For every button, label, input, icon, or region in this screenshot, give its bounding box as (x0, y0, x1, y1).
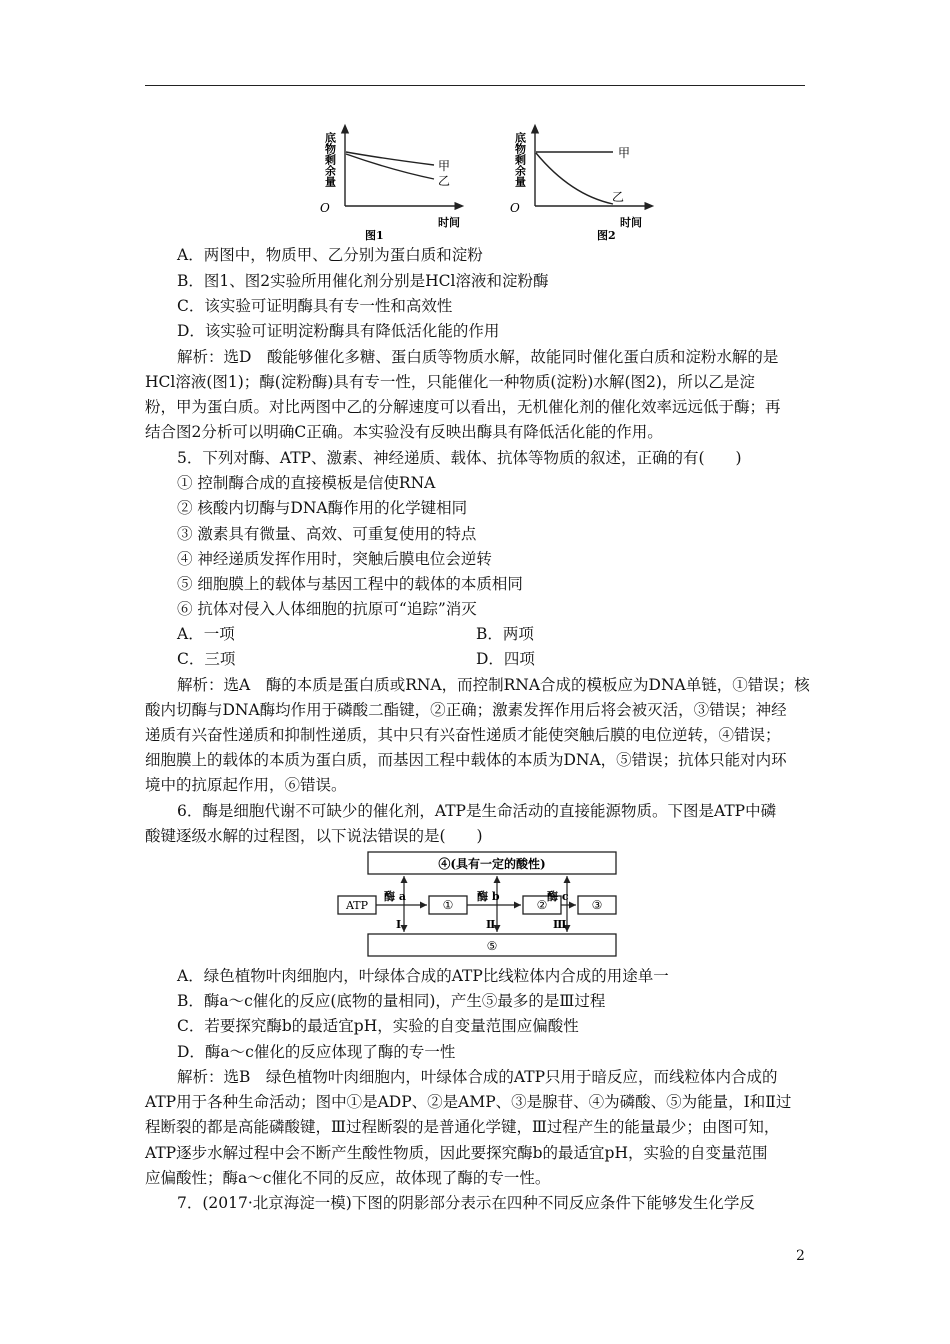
q5-option-a: A．一项 (177, 625, 235, 643)
q5-option-b: B．两项 (476, 625, 534, 643)
diagram-step-3: Ⅲ (553, 918, 567, 931)
diagram-enzyme-b: 酶 b (477, 890, 500, 903)
q6-option-a: A．绿色植物叶肉细胞内，叶绿体合成的ATP比线粒体内合成的用途单一 (177, 967, 669, 985)
fig1-origin: O (320, 201, 330, 215)
q5-analysis-line: 境中的抗原起作用，⑥错误。 (145, 776, 347, 794)
fig1-label-jia: 甲 (438, 159, 451, 173)
q4-analysis-line: HCl溶液(图1)；酶(淀粉酶)具有专一性，只能催化一种物质(淀粉)水解(图2)，所以乙是淀 (145, 373, 755, 391)
q6-option-b: B．酶a～c催化的反应(底物的量相同)，产生⑤最多的是Ⅲ过程 (177, 992, 606, 1010)
q6-stem: 酸键逐级水解的过程图，以下说法错误的是( ) (145, 827, 483, 845)
q6-option-d: D．酶a～c催化的反应体现了酶的专一性 (177, 1043, 456, 1061)
figure-1 (310, 122, 480, 242)
fig2-xlabel: 时间 (620, 216, 642, 229)
diagram-node-2: ② (536, 898, 548, 912)
q4-option-a: A．两图中，物质甲、乙分别为蛋白质和淀粉 (177, 246, 483, 264)
fig1-label-yi: 乙 (438, 174, 451, 188)
diagram-step-2: Ⅱ (486, 918, 496, 931)
q5-analysis-line: 细胞膜上的载体的本质为蛋白质，而基因工程中载体的本质为DNA，⑤错误；抗体只能对内环 (145, 751, 787, 769)
diagram-enzyme-a: 酶 a (384, 890, 406, 903)
q6-analysis-line: ATP用于各种生命活动；图中①是ADP、②是AMP、③是腺苷、④为磷酸、⑤为能量，Ⅰ和Ⅱ过 (145, 1093, 792, 1111)
diagram-enzyme-c: 酶 c (547, 890, 569, 903)
q5-item: ② 核酸内切酶与DNA酶作用的化学键相同 (177, 499, 468, 517)
diagram-node-3: ③ (591, 898, 603, 912)
q6-option-c: C．若要探究酶b的最适宜pH，实验的自变量范围应偏酸性 (177, 1017, 579, 1035)
q5-item: ⑥ 抗体对侵入人体细胞的抗原可“追踪”消灭 (177, 600, 477, 618)
q5-analysis-line: 递质有兴奋性递质和抑制性递质，其中只有兴奋性递质才能使突触后膜的电位逆转，④错误； (145, 726, 781, 744)
fig2-label-yi: 乙 (612, 190, 625, 204)
fig2-ylabel: 底物剩余量 (513, 132, 527, 187)
q5-item: ③ 激素具有微量、高效、可重复使用的特点 (177, 525, 477, 543)
diagram-bottom-box: ⑤ (486, 939, 498, 953)
q4-analysis-line: 解析：选D 酸能够催化多糖、蛋白质等物质水解，故能同时催化蛋白质和淀粉水解的是 (177, 348, 779, 366)
q5-option-d: D．四项 (476, 650, 535, 668)
fig1-curve-yi (346, 154, 434, 179)
fig2-curve-yi (536, 153, 613, 204)
q5-analysis-line: 酸内切酶与DNA酶均作用于磷酸二酯键，②正确；激素发挥作用后将会被灭活，③错误；神经 (145, 701, 787, 719)
q4-analysis-line: 结合图2分析可以明确C正确。本实验没有反映出酶具有降低活化能的作用。 (145, 423, 663, 441)
q5-item: ④ 神经递质发挥作用时，突触后膜电位会逆转 (177, 550, 492, 568)
q6-analysis-line: 应偏酸性；酶a～c催化不同的反应，故体现了酶的专一性。 (145, 1169, 551, 1187)
fig2-origin: O (510, 201, 520, 215)
diagram-atp: ATP (345, 899, 369, 912)
q6-analysis-line: ATP逐步水解过程中会不断产生酸性物质，因此要探究酶b的最适宜pH，实验的自变量范围 (145, 1144, 768, 1162)
fig1-xlabel: 时间 (438, 216, 460, 229)
q5-analysis-line: 解析：选A 酶的本质是蛋白质或RNA，而控制RNA合成的模板应为DNA单链，①错误；核 (177, 676, 810, 694)
fig1-ylabel: 底物剩余量 (323, 132, 337, 187)
q6-analysis-line: 解析：选B 绿色植物叶肉细胞内，叶绿体合成的ATP只用于暗反应，而线粒体内合成的 (177, 1068, 778, 1086)
q7-stem: 7．(2017·北京海淀一模)下图的阴影部分表示在四种不同反应条件下能够发生化学反 (177, 1194, 755, 1212)
q5-stem: 5．下列对酶、ATP、激素、神经递质、载体、抗体等物质的叙述，正确的有( ) (177, 449, 742, 467)
page-number: 2 (796, 1248, 805, 1264)
q5-option-c: C．三项 (177, 650, 236, 668)
fig2-label-jia: 甲 (618, 146, 631, 160)
header-rule (145, 85, 805, 86)
figure-2 (500, 122, 670, 242)
q4-option-d: D．该实验可证明淀粉酶具有降低活化能的作用 (177, 322, 500, 340)
diagram-node-1: ① (442, 898, 454, 912)
q6-stem: 6．酶是细胞代谢不可缺少的催化剂，ATP是生命活动的直接能源物质。下图是ATP中磷 (177, 802, 777, 820)
q5-item: ① 控制酶合成的直接模板是信使RNA (177, 474, 436, 492)
q5-item: ⑤ 细胞膜上的载体与基因工程中的载体的本质相同 (177, 575, 523, 593)
q4-option-c: C．该实验可证明酶具有专一性和高效性 (177, 297, 453, 315)
fig2-caption: 图2 (597, 229, 616, 242)
q4-option-b: B．图1、图2实验所用催化剂分别是HCl溶液和淀粉酶 (177, 272, 549, 290)
q6-analysis-line: 程断裂的都是高能磷酸键，Ⅲ过程断裂的是普通化学键，Ⅲ过程产生的能量最少；由图可知， (145, 1118, 780, 1136)
diagram-top-box: ④(具有一定的酸性) (438, 857, 546, 871)
q4-analysis-line: 粉，甲为蛋白质。对比两图中乙的分解速度可以看出，无机催化剂的催化效率远远低于酶；再 (145, 398, 781, 416)
diagram-step-1: Ⅰ (396, 918, 402, 931)
fig1-caption: 图1 (365, 229, 384, 242)
atp-hydrolysis-diagram (334, 848, 624, 963)
